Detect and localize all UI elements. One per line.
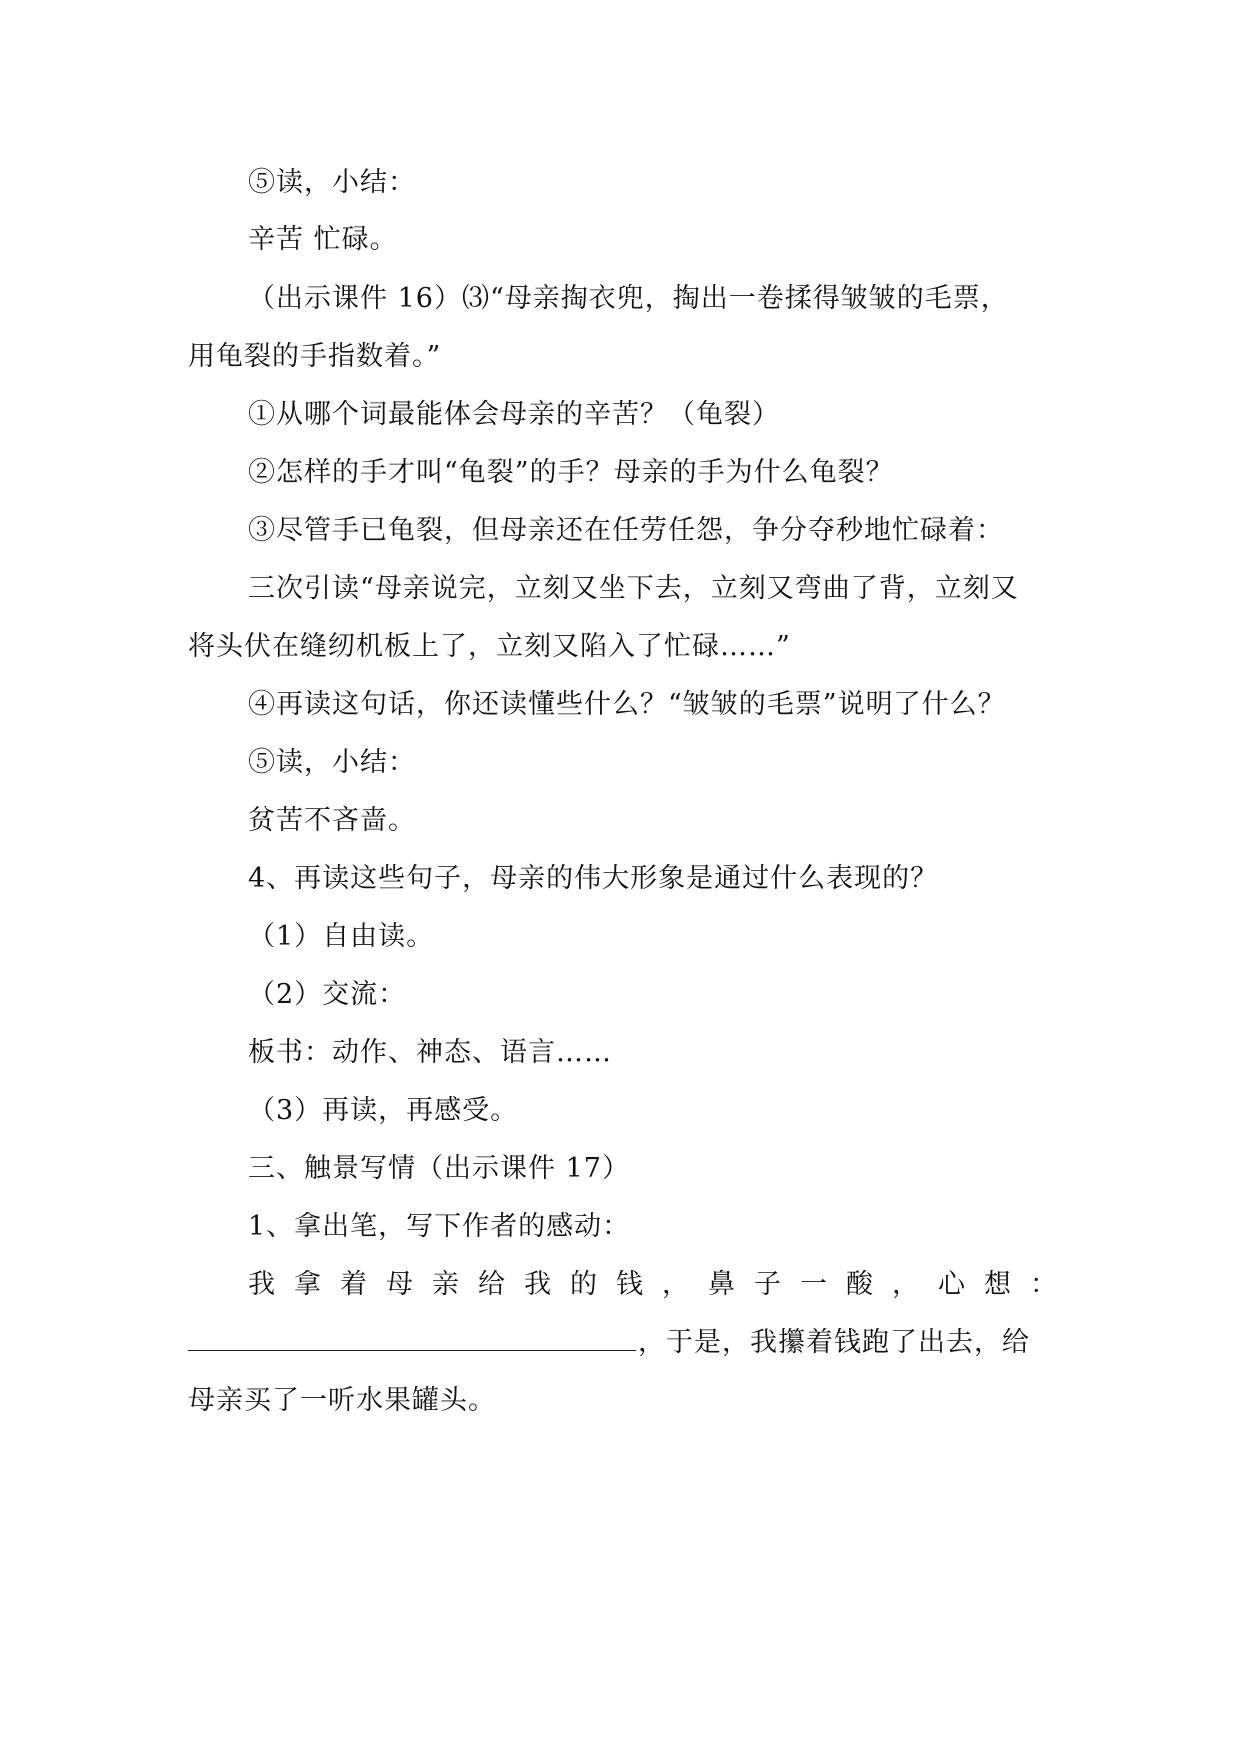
paragraph-last: 母亲买了一听水果罐头。	[188, 1385, 496, 1416]
paragraph-2: 辛苦 忙碌。	[248, 224, 398, 255]
paragraph-3: （出示课件 16）⑶“母亲掏衣兜，掏出一卷揉得皱皱的毛票，	[248, 283, 1009, 314]
paragraph-5: ①从哪个词最能体会母亲的辛苦？（龟裂）	[248, 399, 780, 430]
paragraph-10: ④再读这句话，你还读懂些什么？“皱皱的毛票”说明了什么？	[248, 689, 1006, 720]
paragraph-14: （1）自由读。	[248, 921, 435, 952]
paragraph-16: 板书：动作、神态、语言……	[248, 1037, 612, 1068]
paragraph-12: 贫苦不吝啬。	[248, 805, 416, 836]
paragraph-15: （2）交流：	[248, 979, 407, 1010]
paragraph-19: 1、拿出笔，写下作者的感动：	[248, 1211, 631, 1242]
spaced-sentence-line: 我 拿 着 母 亲 给 我 的 钱 ， 鼻 子 一 酸 ， 心 想 ：	[248, 1269, 1058, 1300]
fill-in-blank-tail: ，于是，我攥着钱跑了出去，给	[638, 1327, 1030, 1358]
paragraph-6: ②怎样的手才叫“龟裂”的手？母亲的手为什么龟裂？	[248, 457, 894, 488]
paragraph-13: 4、再读这些句子，母亲的伟大形象是通过什么表现的？	[248, 863, 939, 894]
paragraph-17: （3）再读，再感受。	[248, 1095, 519, 1126]
paragraph-1: ⑤读，小结：	[248, 167, 416, 198]
paragraph-8: 三次引读“母亲说完，立刻又坐下去，立刻又弯曲了背，立刻又	[248, 573, 1019, 604]
answer-blank	[188, 1324, 636, 1351]
paragraph-9: 将头伏在缝纫机板上了，立刻又陷入了忙碌……”	[188, 631, 791, 662]
fill-in-blank-line	[188, 1323, 1030, 1363]
paragraph-18: 三、触景写情（出示课件 17）	[248, 1153, 630, 1184]
paragraph-11: ⑤读，小结：	[248, 747, 416, 778]
paragraph-4: 用龟裂的手指数着。”	[188, 341, 442, 372]
paragraph-7: ③尽管手已龟裂，但母亲还在任劳任怨，争分夺秒地忙碌着：	[248, 515, 1004, 546]
